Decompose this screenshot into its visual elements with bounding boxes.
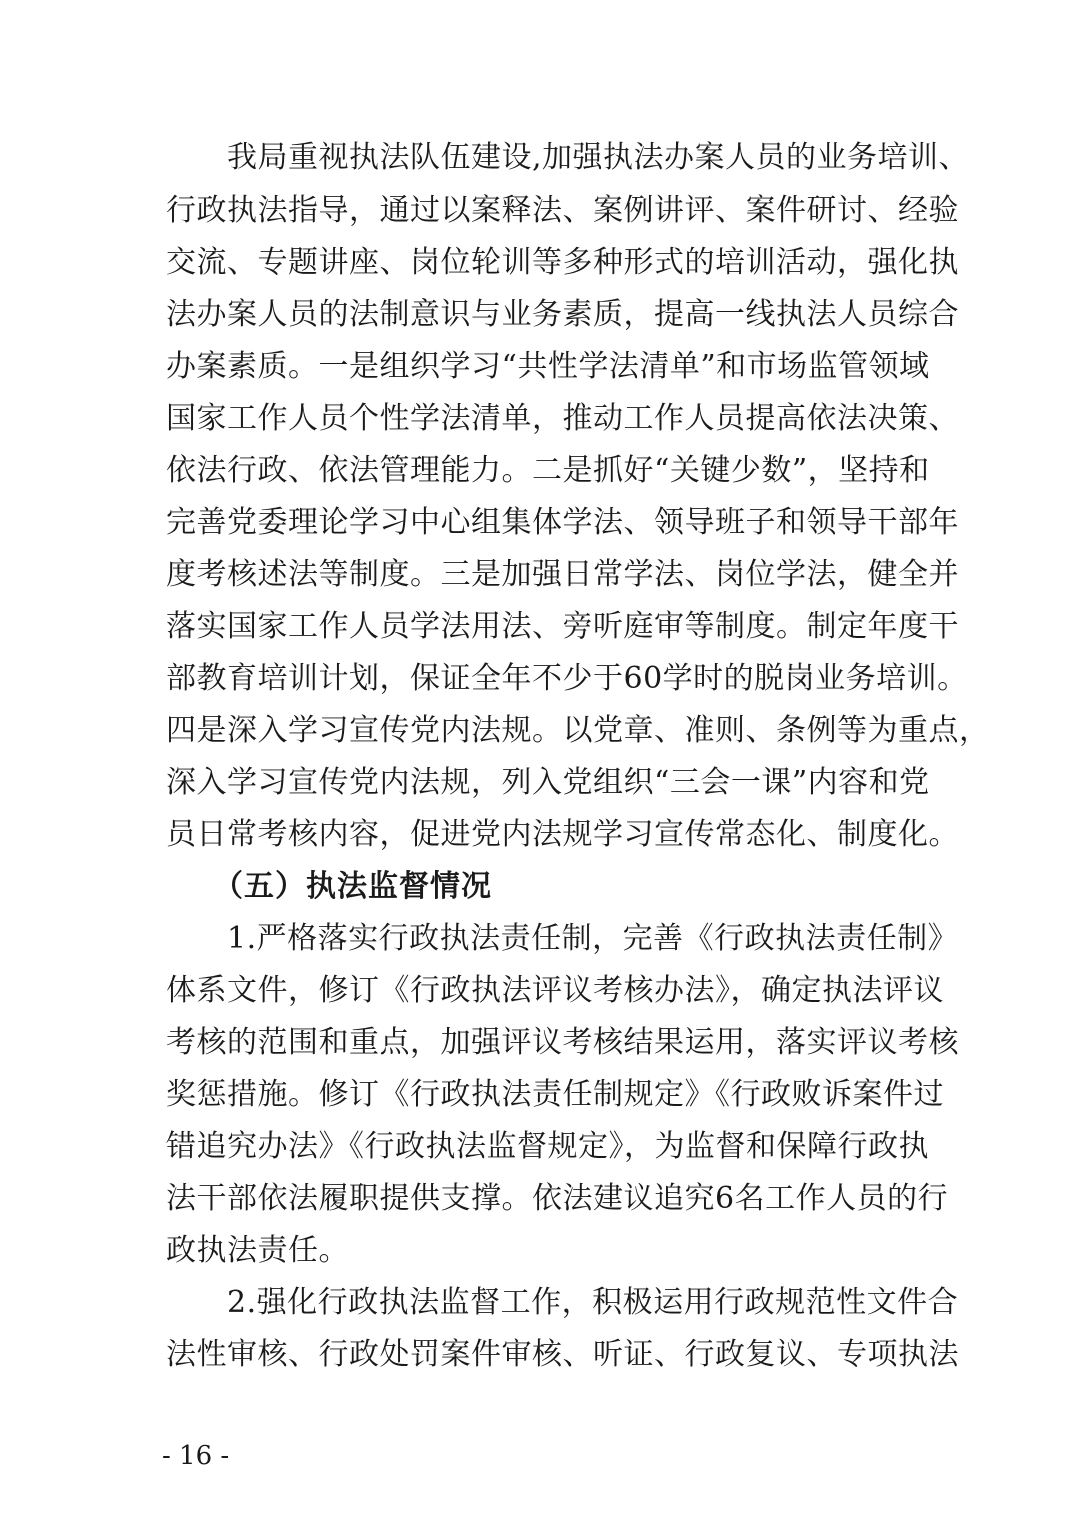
section-heading: （五）执法监督情况 [166, 869, 492, 904]
text-line: 考核的范围和重点，加强评议考核结果运用，落实评议考核 [166, 1025, 959, 1060]
text-line: 法性审核、行政处罚案件审核、听证、行政复议、专项执法 [166, 1337, 959, 1372]
text-line: 深入学习宣传党内法规，列入党组织“三会一课”内容和党 [166, 765, 930, 800]
text-line: 依法行政、依法管理能力。二是抓好“关键少数”，坚持和 [166, 453, 930, 488]
page-number: - 16 - [162, 1441, 230, 1471]
text-line: 落实国家工作人员学法用法、旁听庭审等制度。制定年度干 [166, 609, 959, 644]
text-line: 办案素质。一是组织学习“共性学法清单”和市场监管领域 [166, 349, 930, 384]
text-line: 员日常考核内容，促进党内法规学习宣传常态化、制度化。 [166, 817, 959, 852]
text-line: 完善党委理论学习中心组集体学法、领导班子和领导干部年 [166, 505, 959, 540]
text-line: 奖惩措施。修订《行政执法责任制规定》《行政败诉案件过 [166, 1077, 944, 1112]
text-line: 部教育培训计划，保证全年不少于60学时的脱岗业务培训。 [166, 661, 968, 696]
text-line: 法办案人员的法制意识与业务素质，提高一线执法人员综合 [166, 297, 959, 332]
text-line: 行政执法指导，通过以案释法、案例讲评、案件研讨、经验 [166, 193, 959, 228]
text-line: 政执法责任。 [166, 1233, 349, 1268]
text-line: 交流、专题讲座、岗位轮训等多种形式的培训活动，强化执 [166, 245, 959, 280]
text-line: 四是深入学习宣传党内法规。以党章、准则、条例等为重点， [166, 713, 990, 748]
text-line: 法干部依法履职提供支撑。依法建议追究6名工作人员的行 [166, 1181, 949, 1216]
text-line: 1.严格落实行政执法责任制，完善《行政执法责任制》 [166, 921, 959, 956]
text-line: 错追究办法》《行政执法监督规定》，为监督和保障行政执 [166, 1129, 929, 1164]
text-line: 体系文件，修订《行政执法评议考核办法》，确定执法评议 [166, 973, 944, 1008]
text-line: 2.强化行政执法监督工作，积极运用行政规范性文件合 [166, 1285, 959, 1320]
text-line: 度考核述法等制度。三是加强日常学法、岗位学法，健全并 [166, 557, 959, 592]
text-line: 国家工作人员个性学法清单，推动工作人员提高依法决策、 [166, 401, 959, 436]
text-line: 我局重视执法队伍建设,加强执法办案人员的业务培训、 [166, 140, 970, 175]
